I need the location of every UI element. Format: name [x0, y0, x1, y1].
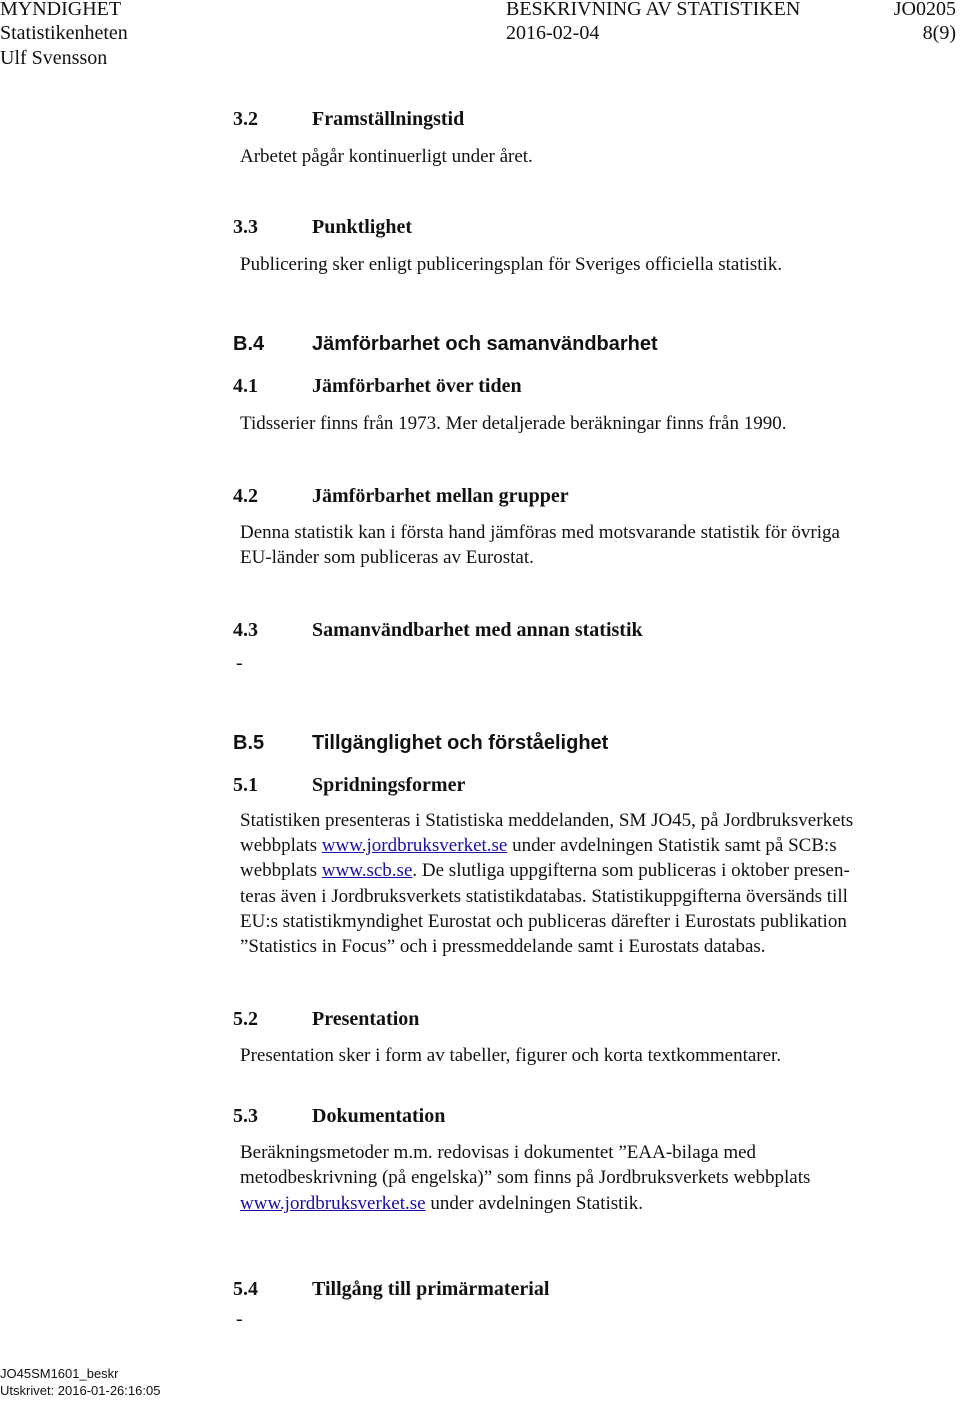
text-run: under avdelningen Statistik. [425, 1193, 643, 1214]
section-title: Jämförbarhet över tiden [312, 375, 522, 397]
section-title: Punktlighet [312, 216, 413, 238]
section-title: Tillgång till primärmaterial [312, 1278, 550, 1300]
section-title: Spridningsformer [312, 774, 466, 796]
section-text-line: Denna statistik kan i första hand jämföras med motsvarande statistik för övriga [240, 522, 840, 543]
section-text-line [240, 1191, 643, 1217]
empty-dash: - [236, 1308, 243, 1330]
section-text-line [240, 858, 850, 884]
text-run: . De slutliga uppgifterna som publiceras i oktober presen- [412, 860, 850, 881]
section-text-line: EU-länder som publiceras av Eurostat. [240, 547, 534, 568]
section-text: Presentation sker i form av tabeller, figurer och korta textkommentarer. [240, 1045, 782, 1066]
section-number: 4.2 [233, 485, 258, 507]
section-text: Publicering sker enligt publiceringsplan för Sveriges officiella statistik. [240, 254, 783, 275]
chapter-title: Jämförbarhet och samanvändbarhet [312, 333, 658, 355]
section-number: 5.2 [233, 1008, 258, 1030]
text-run: under avdelningen Statistik samt på SCB:s [507, 835, 837, 856]
chapter-number: B.4 [233, 333, 265, 355]
section-text-line: Beräkningsmetoder m.m. redovisas i dokumentet ”EAA-bilaga med [240, 1142, 757, 1163]
header-page-number: 8(9) [922, 22, 956, 44]
section-number: 4.1 [233, 375, 258, 397]
section-number: 5.3 [233, 1105, 258, 1127]
chapter-number: B.5 [233, 732, 265, 754]
section-title: Presentation [312, 1008, 420, 1030]
section-text-line: metodbeskrivning (på engelska)” som finns på Jordbruksverkets webbplats [240, 1167, 811, 1188]
section-text: Arbetet pågår kontinuerligt under året. [240, 146, 533, 167]
jordbruksverket-link[interactable]: www.jordbruksverket.se [321, 835, 508, 856]
section-title: Samanvändbarhet med annan statistik [312, 619, 643, 641]
footer-printed-date: Utskrivet: 2016-01-26:16:05 [0, 1383, 161, 1398]
section-number: 4.3 [233, 619, 258, 641]
section-number: 5.1 [233, 774, 258, 796]
footer-filename: JO45SM1601_beskr [0, 1366, 119, 1381]
section-text-line [240, 833, 837, 859]
section-text-line: ”Statistics in Focus” och i pressmeddelande samt i Eurostats databas. [240, 936, 766, 957]
section-text-line: Statistiken presenteras i Statistiska meddelanden, SM JO45, på Jordbruksverkets [240, 810, 854, 831]
section-text-line: teras även i Jordbruksverkets statistikdatabas. Statistikuppgifterna översänds till [240, 886, 848, 907]
section-text: Tidsserier finns från 1973. Mer detaljerade beräkningar finns från 1990. [240, 413, 787, 434]
header-agency: MYNDIGHET [0, 0, 122, 20]
empty-dash: - [236, 652, 243, 674]
section-text-line: EU:s statistikmyndighet Eurostat och publiceras därefter i Eurostats publikation [240, 911, 847, 932]
jordbruksverket-link[interactable]: www.jordbruksverket.se [240, 1193, 426, 1214]
section-title: Framställningstid [312, 108, 465, 130]
section-number: 5.4 [233, 1278, 258, 1300]
scb-link[interactable]: www.scb.se [321, 860, 413, 881]
header-author: Ulf Svensson [0, 47, 108, 69]
section-number: 3.2 [233, 108, 258, 130]
section-number: 3.3 [233, 216, 258, 238]
chapter-title: Tillgänglighet och förståelighet [312, 732, 609, 754]
section-title: Jämförbarhet mellan grupper [312, 485, 569, 507]
header-unit: Statistikenheten [0, 22, 128, 44]
text-run: webbplats [240, 835, 322, 856]
section-title: Dokumentation [312, 1105, 446, 1127]
header-date: 2016-02-04 [506, 22, 600, 44]
text-run: webbplats [240, 860, 322, 881]
header-doc-id: JO0205 [893, 0, 956, 20]
header-doc-title: BESKRIVNING AV STATISTIKEN [506, 0, 801, 20]
